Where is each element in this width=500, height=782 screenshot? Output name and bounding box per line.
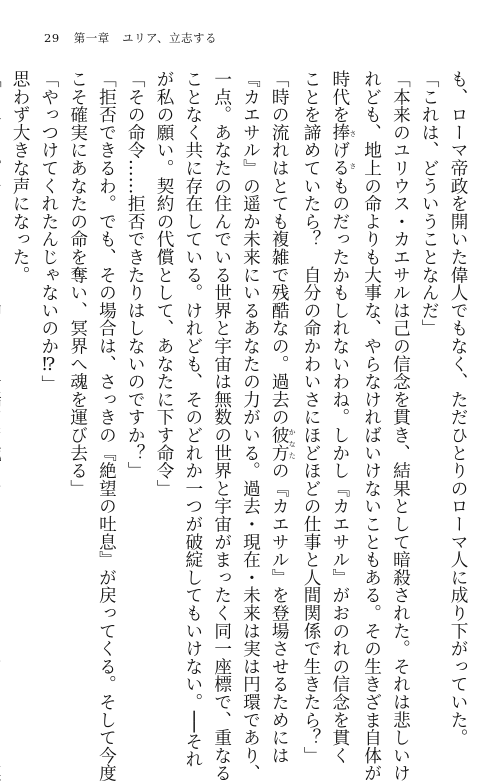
text-line: 一点。あなたの住んでいる世界と宇宙は無数の世界と宇宙がまったく同一座標で、重なる [211, 70, 232, 782]
text-line: れども、地上の命よりも大事な、やらなければいけないこともある。その生きざま自体が [361, 70, 382, 782]
text-line: が私の願い。契約の代償として、あなたに下す命令」 [154, 70, 175, 498]
text-line: 「その命令……拒否できたりはしないのですか？」 [125, 70, 146, 480]
text-line: も、ローマ帝政を開いた偉人でもなく、ただひとりのローマ人に成り下がっていた。 [448, 70, 468, 747]
text-line: 時代を捧げる ささものだったかもしれないわね。しかし『カエサル』がおのれの信念を貫く [329, 70, 357, 765]
text-line: 「時の流れはとても複雑で残酷なの。過去の彼方 かなたの『カエサル』を登場させるためには [269, 70, 297, 765]
chapter-title: ユリア、立志する [121, 31, 218, 45]
text-line [0, 70, 5, 685]
text-line: 『カエサル』の遥か未来にいるあなたの力がいる。過去・現在・未来は実は円環であり、 [240, 70, 261, 782]
ruby-reading: ささ [348, 123, 357, 177]
page-number: 29 [44, 31, 60, 45]
text-line: ことを諦めていたら？ 自分の命かわいさにほどほどの仕事と人間関係で生きたら？」 [301, 70, 322, 765]
text-line: 「本来のユリウス・カエサルは己の信念を貫き、結果として暗殺された。それは悲しいけ [390, 70, 411, 782]
text-line: 「これは、どういうことなんだ」 [419, 70, 440, 337]
text-line: 「拒否できるわ。でも、その場合は、さっきの『絶望の吐息』が戻ってくる。そして今度 [96, 70, 117, 782]
text-line: 「やっつけてくれたんじゃないのか⁉」 [38, 70, 59, 393]
chapter-label: 第一章 [73, 31, 110, 45]
vertical-text-body [10, 70, 472, 782]
page-header [44, 30, 217, 46]
text-line: こそ確実にあなたの命を奪い、冥界へ魂を運び去る」 [67, 70, 88, 498]
text-line: 思わず大きな声になった。 [10, 70, 31, 284]
text-line: ことなく共に存在している。けれども、そのどれか一つが破綻してもいけない。──それ [182, 70, 203, 768]
ruby-text: 捧げる ささ [329, 123, 357, 177]
ruby-reading: かなた [288, 426, 297, 462]
ruby-text: 彼方 かなた [269, 426, 297, 462]
